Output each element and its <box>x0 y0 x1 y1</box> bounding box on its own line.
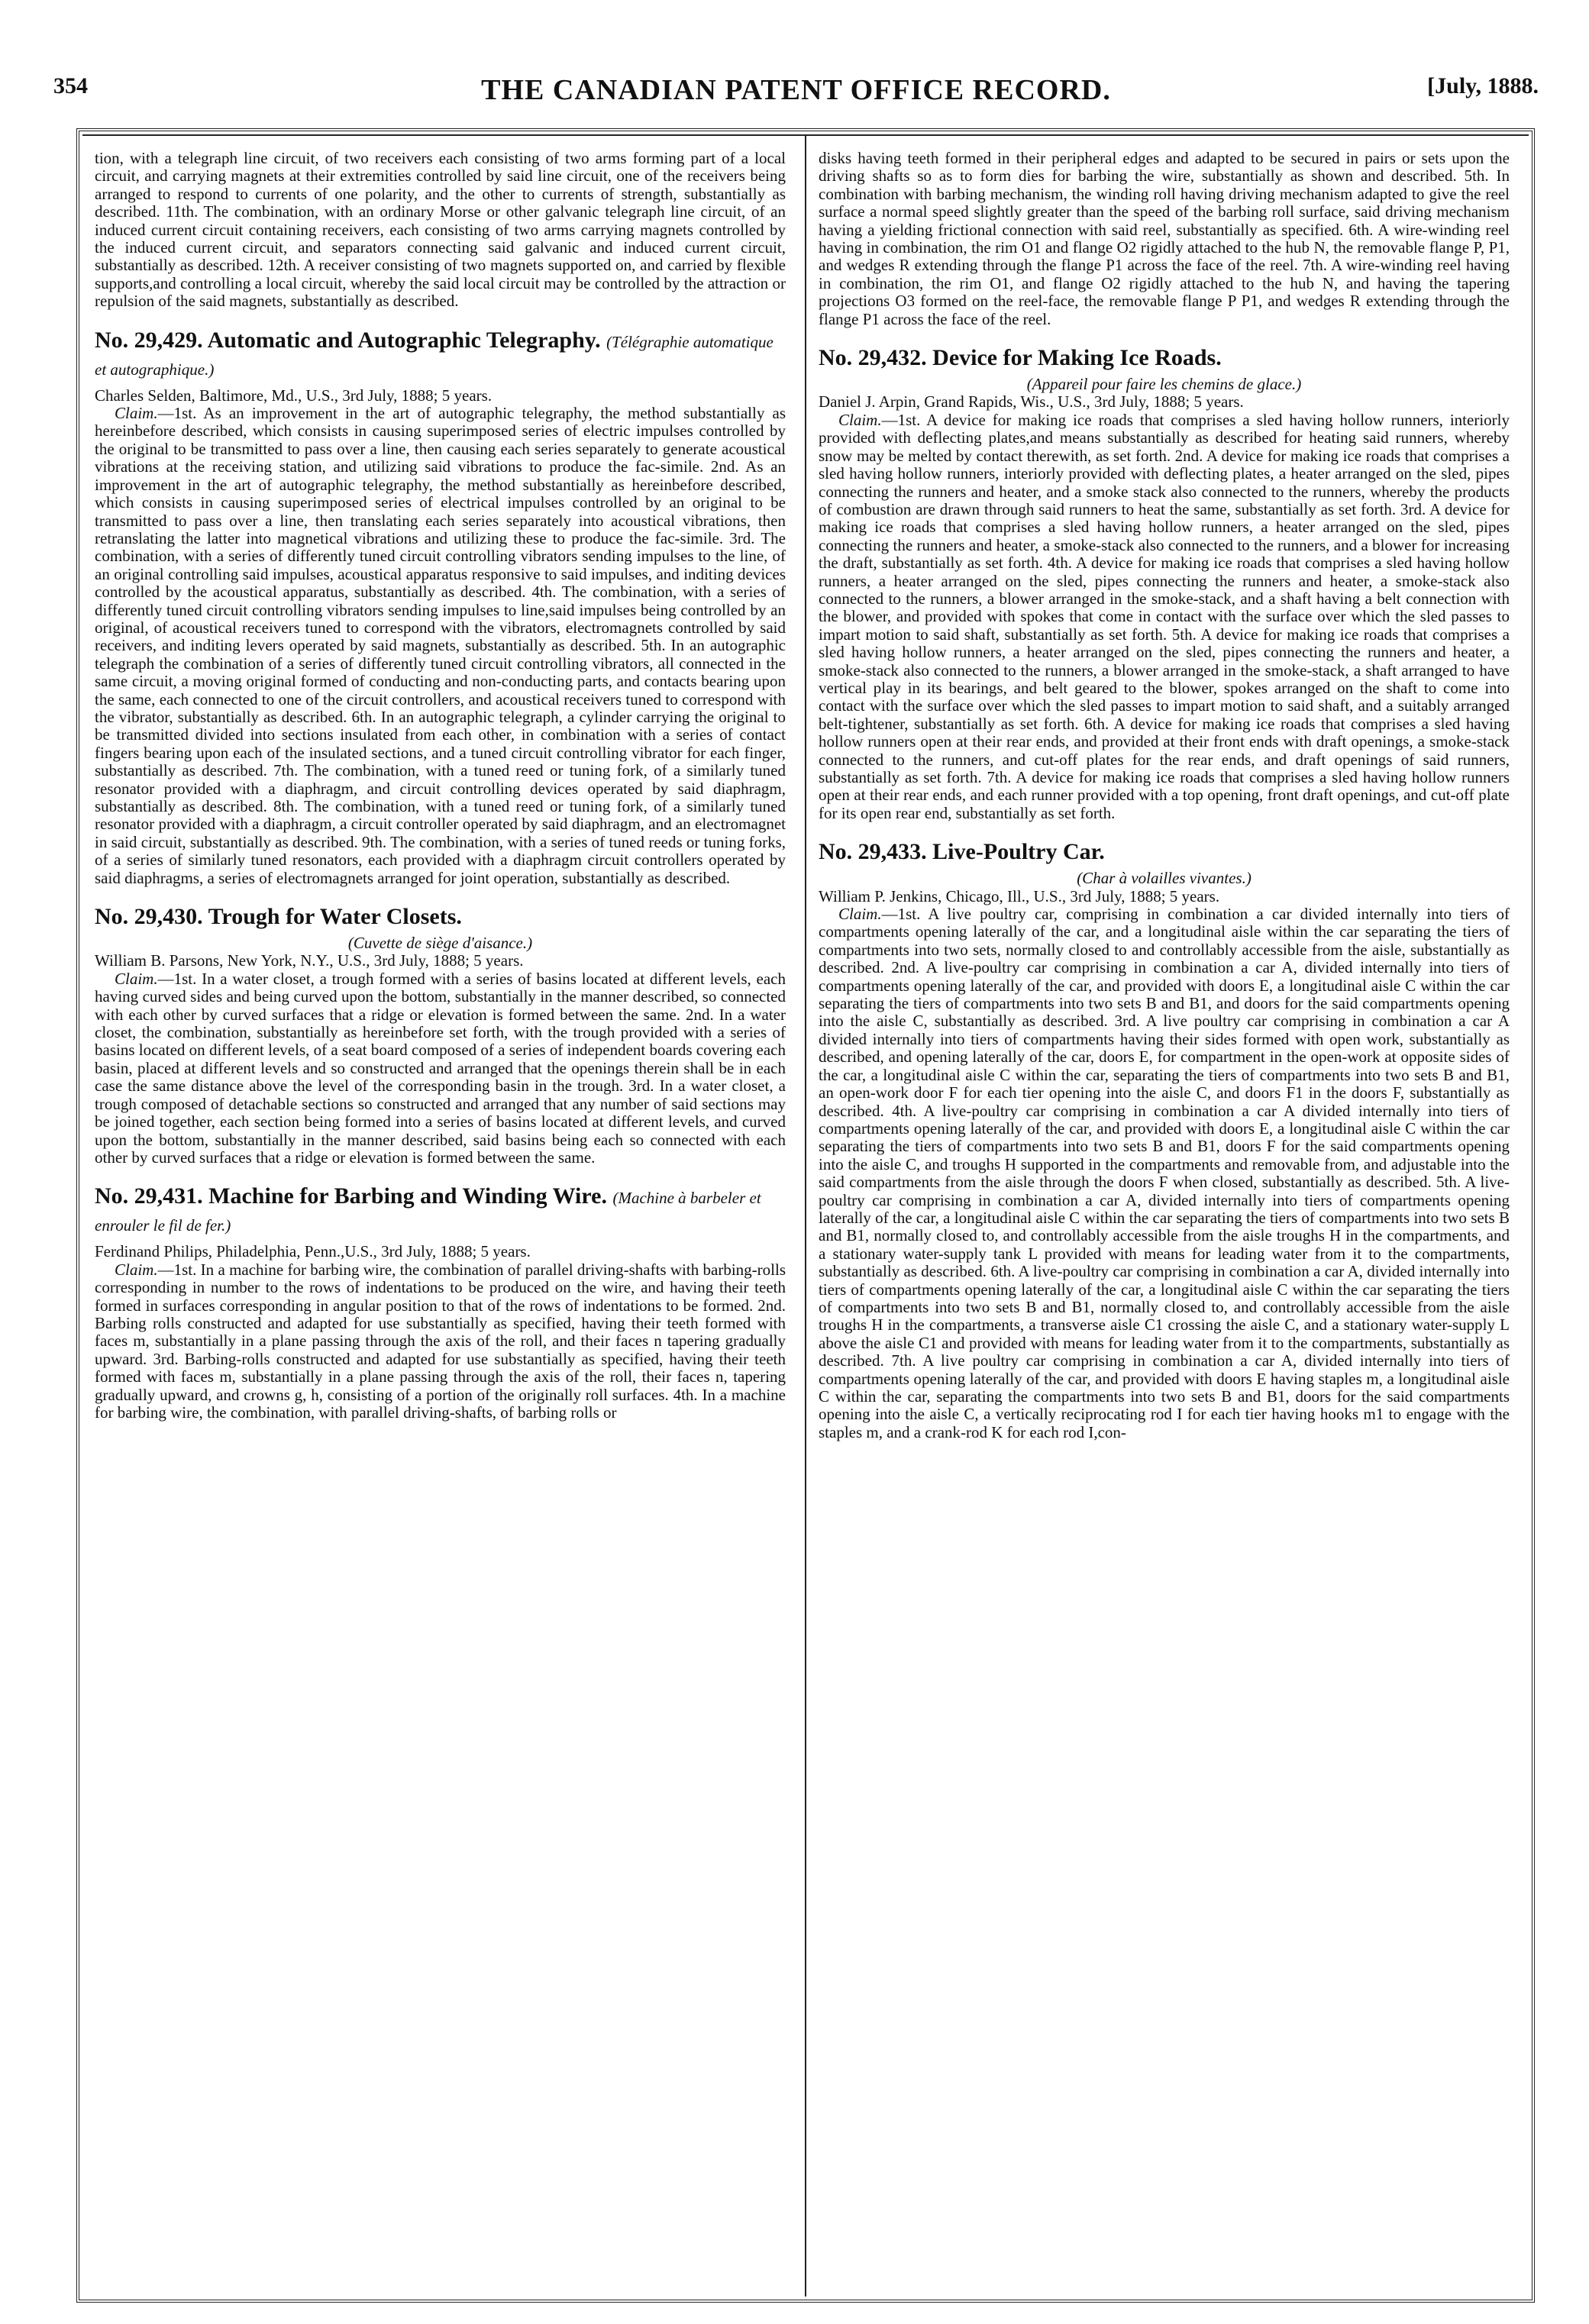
claims-body: —1st. A device for making ice roads that comprises a sled having hollow runners, interiorly provided with deflecting plates,and means substantially as described for heating said runners, whereby snow may be melted by contact therewith, as set forth. 2nd. A device for making ice roads that comprises a sled having hollow runners, interiorly provided with deflecting plates, a heater arranged on the sled, pipes connecting the runners and heater, and a smoke stack also connected to the runners, whereby the products of combustion are drawn through said runners to heat the same, substantially as set forth. 3rd. A device for making ice roads that comprises a sled having hollow runners, a heater arranged on the sled, pipes connecting the runners and heater, a smoke-stack also connected to the runners, and a blower for increasing the draft, substantially as set forth. 4th. A device for making ice roads that comprises a sled having hollow runners, a heater arranged on the sled, pipes connecting the runners and heater, a smoke-stack also connected to the runners, a blower arranged in the smoke-stack, and a shaft having a belt connection with the blower, and provided with spokes that come in contact with the surface over which the sled passes to impart motion to said shaft, substantially as set forth. 5th. A device for making ice roads that comprises a sled having hollow runners, a heater arranged on the sled, pipes connecting the runners and heater, a smoke-stack also connected to the runners, a blower arranged in the smoke-stack, a shaft arranged to have vertical play in its bearings, and belt geared to the blower, spokes arranged on the shaft to come into contact with the surface over which the sled passes to impart motion to said shaft, and a suitably arranged belt-tightener, substantially as set forth. 6th. A device for making ice roads that comprises a sled having hollow runners open at their rear ends, and provided at their front ends with draft openings, a smoke-stack connected to the runners, and cut-off plates for the rear ends, and draft openings of said runners, substantially as set forth. 7th. A device for making ice roads that comprises a sled having hollow runners open at their rear ends, and each runner provided with a top opening, front draft openings, and cut-off plate for its open rear end, substantially as set forth. <box>819 410 1510 822</box>
inventor-line: Ferdinand Philips, Philadelphia, Penn.,U.S., 3rd July, 1888; 5 years. <box>95 1242 531 1261</box>
french-title: (Machine à barbeler et enrouler le fil de fer.) <box>95 1189 761 1235</box>
claims-body: —1st. In a water closet, a trough formed with a series of basins located at different levels, each having curved sides and being curved upon the bottom, substantially in the manner described, so connected with each other by curved surfaces that a ridge or elevation is formed between the same. 2nd. In a water closet, the combination, substantially as hereinbefore set forth, with the trough provided with a series of basins located on different levels, of a seat board composed of a series of independent boards covering each basin, placed at different levels and so constructed and arranged that the openings therein shall be in each case the same distance above the level of the corresponding basin in the trough. 3rd. In a water closet, a trough composed of detachable sections so constructed and arranged that any number of said sections may be joined together, each section being formed into a series of basins located at different levels, and curved upon the bottom, substantially in the manner described, said basins being each so connected with each other by curved surfaces that a ridge or elevation is formed between the same. <box>95 969 786 1167</box>
claim-label: Claim. <box>115 969 158 988</box>
claim-label: Claim. <box>115 404 158 423</box>
claim-label: Claim. <box>115 1260 158 1279</box>
publication-title: THE CANADIAN PATENT OFFICE RECORD. <box>481 74 1111 106</box>
right-column <box>819 150 1510 2293</box>
french-title: (Char à volailles vivantes.) <box>1077 869 1251 888</box>
inventor-line: William P. Jenkins, Chicago, Ill., U.S., 3rd July, 1888; 5 years. <box>819 886 1220 905</box>
french-title: (Télégraphie automatique et autographique.) <box>95 332 774 379</box>
patent-title: Device for Making Ice Roads. <box>932 345 1222 371</box>
claim-label: Claim. <box>838 410 882 429</box>
entry-heading <box>819 345 1510 371</box>
left-column <box>95 150 786 2293</box>
entry-heading <box>95 904 786 930</box>
claims-text <box>95 970 786 1167</box>
patent-number: No. 29,429. <box>95 327 203 353</box>
claims-body: —1st. As an improvement in the art of autographic telegraphy, the method substantially as hereinbefore described, which consists in causing superimposed series of electric impulses controlled by the original to be transmitted to pass over a line, then causing each series separately to generate acoustical vibrations at the receiving station, and utilizing said vibrations to produce the fac-simile. 2nd. As an improvement in the art of autographic telegraphy, the method substantially as hereinbefore described, which consists in causing superimposed series of electrical impulses controlled by an original to be transmitted to pass over a line, then translating each series separately into acoustical vibrations, then retranslating the latter into magnetical vibrations and utilizing these to produce the fac-simile. 3rd. The combination, with a series of differently tuned circuit controlling vibrators sending impulses to the line, of an original controlling said impulses, acoustical apparatus responsive to said impulses, and inditing devices controlled by the acoustical apparatus, substantially as described. 4th. The combination, with a series of differently tuned circuit controlling vibrators sending impulses to line,said impulses being controlled by an original, of acoustical receivers tuned to correspond with the vibrators, electromagnets controlled by said receivers, and inditing levers operated by said magnets, substantially as described. 5th. In an autographic telegraph the combination of a series of differently tuned circuit controlling vibrators, all connected in the same circuit, a moving original formed of conducting and non-conducting parts, and contacts bearing upon the same, each connected to one of the circuit controllers, and acoustical receivers tuned to correspond with the vibrator, substantially as described. 6th. In an autographic telegraph, a cylinder carrying the original to be transmitted divided into sections insulated from each other, in combination with a series of contact fingers bearing upon each of the insulated sections, and a tuned circuit controlling vibrator for each finger, substantially as described. 7th. The combination, with a tuned reed or tuning fork, of a similarly tuned resonator provided with a diaphragm, and circuit controlling devices operated by said diaphragm, substantially as described. 8th. The combination, with a tuned reed or tuning fork, of a similarly tuned resonator provided with a diaphragm, a circuit controller operated by said diaphragm, and an electromagnet in said circuit, substantially as described. 9th. The combination, with a series of tuned reeds or tuning forks, of a series of similarly tuned resonators, each provided with a diaphragm circuit controllers operated by said diaphragms, a series of electromagnets arranged for joint operation, substantially as described. <box>95 404 786 887</box>
claims-text <box>819 412 1510 822</box>
french-title: (Cuvette de siège d'aisance.) <box>347 934 533 953</box>
page-header <box>53 73 1539 107</box>
inventor-line: William B. Parsons, New York, N.Y., U.S., 3rd July, 1888; 5 years. <box>95 951 524 970</box>
patent-entry <box>95 1183 786 1422</box>
patent-title: Machine for Barbing and Winding Wire. <box>208 1183 607 1209</box>
patent-title: Live-Poultry Car. <box>932 839 1105 865</box>
patent-title: Trough for Water Closets. <box>208 904 462 930</box>
claims-text <box>819 905 1510 1441</box>
page-number: 354 <box>53 73 88 98</box>
entry-heading <box>819 839 1510 865</box>
french-title: (Appareil pour faire les chemins de glace.) <box>1026 375 1302 394</box>
patent-entry <box>819 839 1510 1441</box>
claims-text <box>95 1261 786 1422</box>
patent-number: No. 29,430. <box>95 904 203 930</box>
patent-number: No. 29,431. <box>95 1183 203 1209</box>
patent-number: No. 29,433. <box>819 839 927 865</box>
patent-number: No. 29,432. <box>819 345 927 371</box>
continuation-text: disks having teeth formed in their peripheral edges and adapted to be secured in pairs or sets upon the driving shafts so as to form dies for barbing the wire, substantially as shown and described. 5th. In combination with barbing mechanism, the winding roll having driving mechanism adapted to give the reel surface a normal speed slightly greater than the speed of the barbing roll surface, said driving mechanism having a yielding frictional connection with said reel, substantially as specified. 6th. A wire-winding reel having in combination, the rim O1 and flange O2 rigidly attached to the hub N, the removable flange P, P1, and wedges R extending through the flange P1 across the face of the reel. 7th. A wire-winding reel having in combination, the rim O1, and flange O2 rigidly attached to the hub N, and having the tapering projections O3 formed on the reel-face, the removable flange P P1, and wedges R extending through the flange P1 across the face of the reel. <box>819 150 1510 328</box>
inventor-line: Daniel J. Arpin, Grand Rapids, Wis., U.S., 3rd July, 1888; 5 years. <box>819 392 1244 412</box>
inventor-line: Charles Selden, Baltimore, Md., U.S., 3rd July, 1888; 5 years. <box>95 386 493 405</box>
patent-entry <box>95 904 786 1167</box>
patent-title: Automatic and Autographic Telegraphy. <box>207 327 601 353</box>
continuation-text: tion, with a telegraph line circuit, of two receivers each consisting of two arms forming part of a local circuit, and carrying magnets at their extremities controlled by said line circuit, one of the receivers being arranged to respond to currents of one polarity, and the other to currents of strength, substantially as described. 11th. The combination, with an ordinary Morse or other galvanic telegraph line circuit, of an induced current circuit containing receivers, each consisting of two arms carrying magnets controlled by the induced current circuit, and separators connecting said galvanic and induced current circuit, substantially as described. 12th. A receiver consisting of two magnets supported on, and carried by flexible supports,and controlling a local circuit, whereby the said local circuit may be controlled by the attraction or repulsion of the said magnets, substantially as described. <box>95 150 786 311</box>
claims-body: —1st. A live poultry car, comprising in combination a car divided internally into tiers of compartments opening laterally of the car, and a longitudinal aisle within the car separating the tiers of compartments into two sets, normally closed to and controllably accessible from the aisle, substantially as described. 2nd. A live-poultry car comprising in combination a car A, divided internally into tiers of compartments opening laterally of the car, and provided with doors E, a longitudinal aisle C within the car separating the tiers of compartments into two sets B and B1, and doors for the said compartments opening into the aisle C, substantially as described. 3rd. A live poultry car comprising in combination a car A divided internally into tiers of compartments having their sides formed with open work, substantially as described, and opening laterally of the car, doors E, for compartment in the open-work at opposite sides of the car, a longitudinal aisle C within the car, separating the tiers of compartments into two sets B and B1, an open-work door F for each tier opening into the aisle C, and doors F1 in the doors F, substantially as described. 4th. A live-poultry car comprising in combination a car A divided internally into tiers of compartments opening laterally of the car, and provided with doors E, a longitudinal aisle C within the car separating the tiers of compartments into two sets B and B1, doors F for the said compartments opening into the aisle C, and troughs H supported in the compartments and removable from, and adjustable into the said compartments from the aisle through the doors F when closed, substantially as described. 5th. A live-poultry car comprising in combination a car A, divided internally into tiers of compartments opening laterally of the car, a longitudinal aisle C within the car separating the tiers of compartments into two sets B and B1, normally closed to, and controllably accessible from the aisle troughs H in the compartments, and a stationary water-supply tank L provided with means for leading water from it to the compartments, substantially as described. 6th. A live-poultry car comprising in combination a car A, divided internally into tiers of compartments opening laterally of the car, a longitudinal aisle C within the car separating the tiers of compartments into two sets B and B1, normally closed to, and controllably accessible from the aisle troughs H in the compartments, a transverse aisle C1 crossing the aisle C, and a stationary water-supply L above the aisle C1 and provided with means for leading water from it to the compartments, substantially as described. 7th. A live poultry car comprising in combination a car A, divided internally into tiers of compartments opening laterally of the car, and provided with doors E having staples m, a longitudinal aisle C within the car, separating the compartments into two sets B and B1, doors for the said compartments opening into the aisle C, a vertically reciprocating rod I for each tier having hooks m1 to engage with the staples m, and a crank-rod K for each rod I,con- <box>819 905 1510 1441</box>
entry-heading <box>95 328 786 382</box>
column-divider <box>805 136 806 2297</box>
claims-body: —1st. In a machine for barbing wire, the combination of parallel driving-shafts with barbing-rolls corresponding in number to the rows of indentations to be produced on the wire, and having their teeth formed in surfaces corresponding in angular position to that of the rows of indentations to be formed. 2nd. Barbing rolls constructed and adapted for use substantially as specified, having their teeth formed with faces m, substantially in a plane passing through the axis of the roll, and their faces n tapering gradually upward. 3rd. Barbing-rolls constructed and adapted for use substantially as specified, having their teeth formed with faces m, substantially in a plane passing through the axis of the roll, their faces n, tapering gradually upward, and crowns g, h, consisting of a portion of the originally roll surfaces. 4th. In a machine for barbing wire, the combination, with parallel driving-shafts, of barbing rolls or <box>95 1260 786 1422</box>
patent-entry <box>95 328 786 887</box>
entry-heading <box>95 1183 786 1238</box>
claim-label: Claim. <box>838 905 882 924</box>
claims-text <box>95 405 786 887</box>
issue-date: [July, 1888. <box>1427 73 1539 98</box>
patent-entry <box>819 345 1510 822</box>
